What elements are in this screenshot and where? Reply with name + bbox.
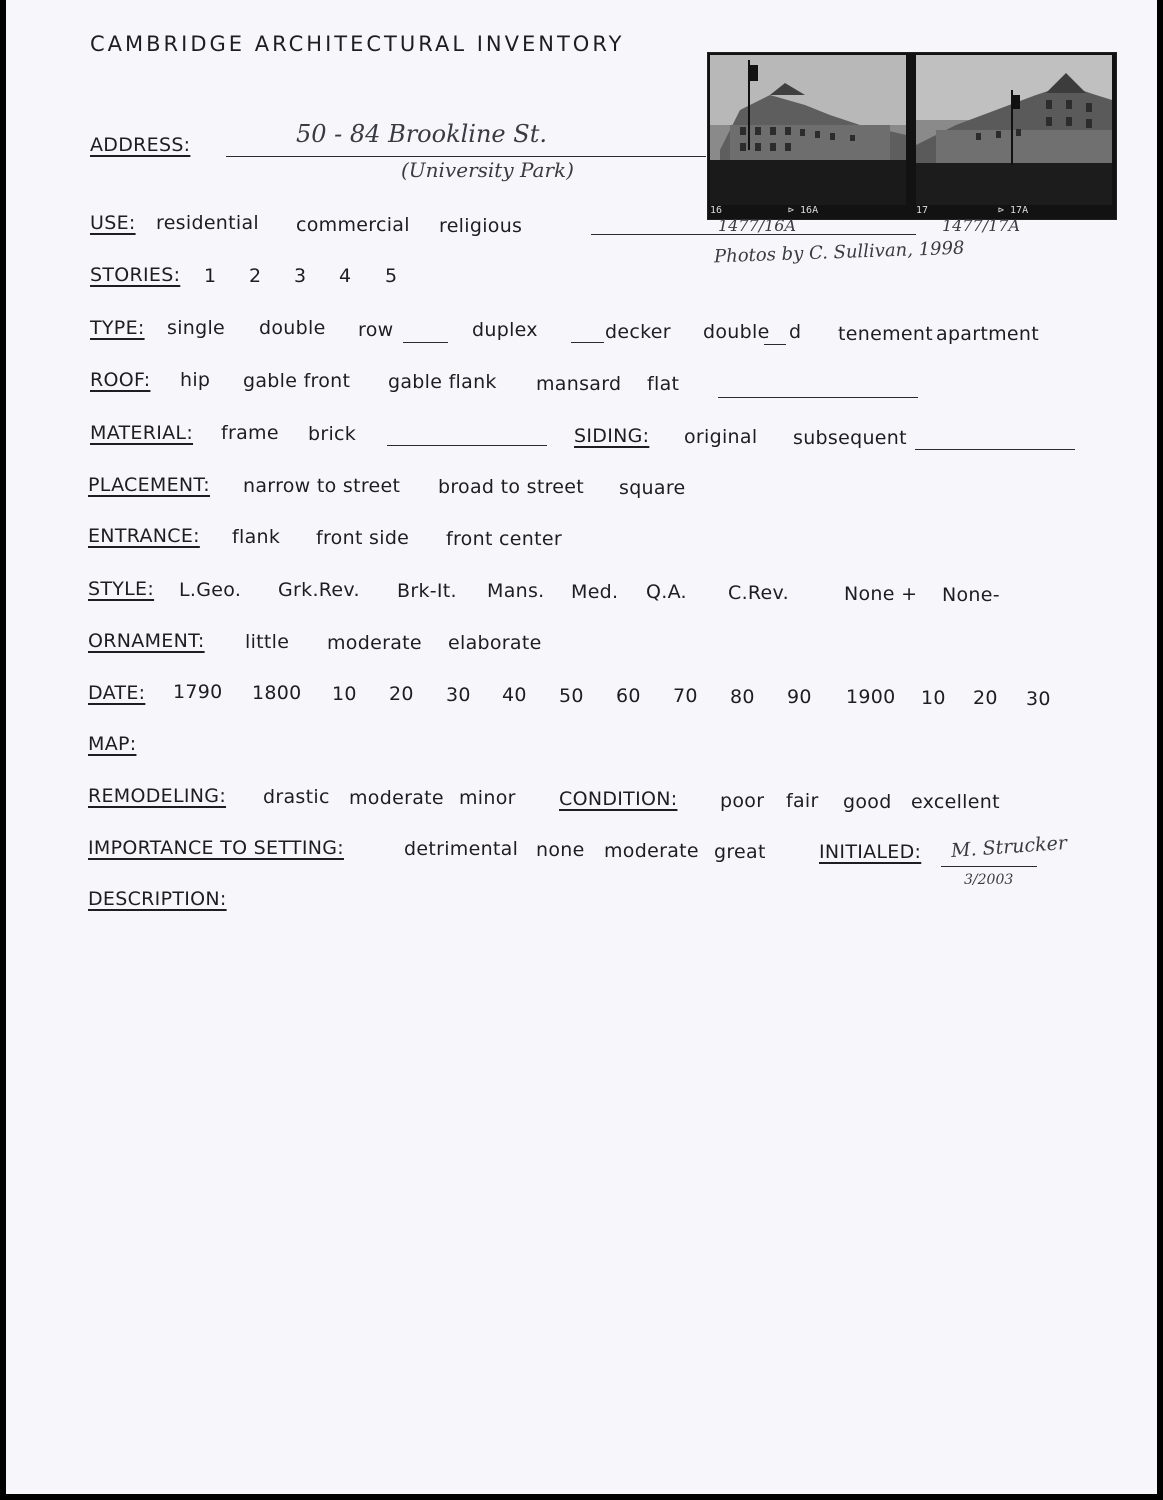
condition-option: good [843, 791, 892, 813]
stories-option: 4 [339, 265, 352, 287]
date-option: 1900 [846, 686, 896, 708]
stories-option: 3 [294, 265, 307, 287]
photo-frame-17a [916, 55, 1112, 205]
roof-blank-line [718, 397, 918, 398]
date-option: 10 [332, 683, 357, 705]
stories-label: STORIES: [90, 264, 181, 286]
decker-blank-line [571, 342, 604, 343]
remodeling-option: drastic [263, 786, 330, 808]
condition-option: excellent [911, 791, 1000, 813]
type-option: double [703, 321, 770, 343]
initialed-line [941, 866, 1037, 867]
material-label: MATERIAL: [90, 422, 194, 444]
date-option: 40 [502, 684, 527, 706]
entrance-option: front center [446, 528, 562, 550]
entrance-label: ENTRANCE: [88, 525, 200, 547]
style-option: None + [844, 583, 918, 605]
importance-option: none [536, 839, 585, 861]
frame1-code: ⊳ 16A [788, 205, 819, 216]
style-option: Med. [571, 581, 619, 603]
importance-option: moderate [604, 840, 699, 862]
type-label: TYPE: [90, 317, 145, 339]
style-option: Brk-It. [397, 580, 457, 602]
use-blank-line [591, 234, 916, 235]
roof-option: mansard [536, 373, 622, 395]
ornament-label: ORNAMENT: [88, 630, 205, 652]
type-option: single [167, 317, 226, 339]
address-label: ADDRESS: [90, 134, 191, 156]
use-option: residential [156, 212, 260, 234]
stories-option: 5 [385, 265, 398, 287]
remodeling-option: moderate [349, 787, 444, 809]
siding-label: SIDING: [574, 425, 650, 447]
inventory-form-sheet [6, 0, 1157, 1494]
address-subvalue: (University Park) [401, 158, 574, 182]
form-title: CAMBRIDGE ARCHITECTURAL INVENTORY [90, 32, 625, 56]
style-label: STYLE: [88, 578, 155, 600]
type-option: duplex [472, 319, 538, 341]
type-option: row [358, 319, 394, 341]
frame1-number: 16 [710, 205, 723, 216]
type-option: apartment [936, 323, 1039, 345]
date-option: 1800 [252, 682, 302, 704]
photo-caption-1: 1477/16A [718, 216, 797, 235]
placement-option: square [619, 477, 686, 499]
condition-option: poor [720, 790, 765, 812]
roof-label: ROOF: [90, 369, 151, 391]
date-label: DATE: [88, 682, 146, 704]
row-blank-line [403, 342, 448, 343]
style-option: L.Geo. [179, 579, 242, 601]
remodeling-label: REMODELING: [88, 785, 227, 807]
description-label: DESCRIPTION: [88, 888, 227, 910]
date-option: 30 [446, 684, 471, 706]
siding-blank-line [915, 449, 1075, 450]
roof-option: hip [180, 369, 211, 391]
photo-credit: Photos by C. Sullivan, 1998 [713, 237, 965, 268]
remodeling-option: minor [459, 787, 516, 809]
style-option: Mans. [487, 580, 545, 602]
type-option: decker [605, 321, 671, 343]
roof-option: gable flank [388, 371, 497, 393]
date-option: 20 [389, 683, 414, 705]
use-label: USE: [90, 212, 136, 234]
type-option: double [259, 317, 326, 339]
style-option: None- [942, 584, 1000, 606]
ornament-option: moderate [327, 632, 422, 654]
entrance-option: front side [316, 527, 410, 549]
address-line [226, 156, 706, 157]
date-option: 90 [787, 686, 812, 708]
use-option: commercial [296, 214, 410, 236]
photo-frame-16a [710, 55, 906, 205]
placement-label: PLACEMENT: [88, 474, 210, 496]
date-option: 80 [730, 686, 755, 708]
placement-option: narrow to street [243, 475, 401, 497]
importance-option: great [714, 841, 766, 863]
date-option: 60 [616, 685, 641, 707]
placement-option: broad to street [438, 476, 585, 498]
stories-option: 2 [249, 265, 262, 287]
material-option: brick [308, 423, 357, 445]
initialed-label: INITIALED: [819, 841, 922, 863]
siding-option: original [684, 426, 758, 448]
type-option: d [789, 321, 802, 343]
double-blank-line [764, 344, 786, 345]
siding-option: subsequent [793, 427, 907, 449]
map-label: MAP: [88, 733, 137, 755]
roof-option: flat [647, 373, 680, 395]
initialed-date: 3/2003 [964, 872, 1014, 888]
style-option: Grk.Rev. [278, 579, 360, 601]
roof-option: gable front [243, 370, 351, 392]
condition-label: CONDITION: [559, 788, 678, 810]
initialed-signature: M. Strucker [950, 831, 1068, 863]
frame2-number: 17 [916, 205, 929, 216]
date-option: 70 [673, 685, 698, 707]
importance-option: detrimental [404, 838, 519, 860]
use-option: religious [439, 215, 523, 237]
condition-option: fair [786, 790, 819, 812]
address-value: 50 - 84 Brookline St. [296, 120, 547, 148]
entrance-option: flank [232, 526, 281, 548]
date-option: 10 [921, 687, 946, 709]
ornament-option: little [245, 631, 290, 653]
ornament-option: elaborate [448, 632, 542, 654]
date-option: 50 [559, 685, 584, 707]
stories-option: 1 [204, 265, 217, 287]
photo-caption-2: 1477/17A [942, 216, 1021, 235]
frame2-code: ⊳ 17A [998, 205, 1029, 216]
date-option: 30 [1026, 688, 1051, 710]
date-option: 1790 [173, 681, 223, 703]
date-option: 20 [973, 687, 998, 709]
style-option: Q.A. [646, 581, 687, 603]
type-option: tenement [838, 323, 933, 345]
importance-label: IMPORTANCE TO SETTING: [88, 837, 344, 859]
style-option: C.Rev. [728, 582, 789, 604]
material-option: frame [221, 422, 279, 444]
material-blank-line [387, 445, 547, 446]
contact-sheet-photos [707, 52, 1117, 220]
